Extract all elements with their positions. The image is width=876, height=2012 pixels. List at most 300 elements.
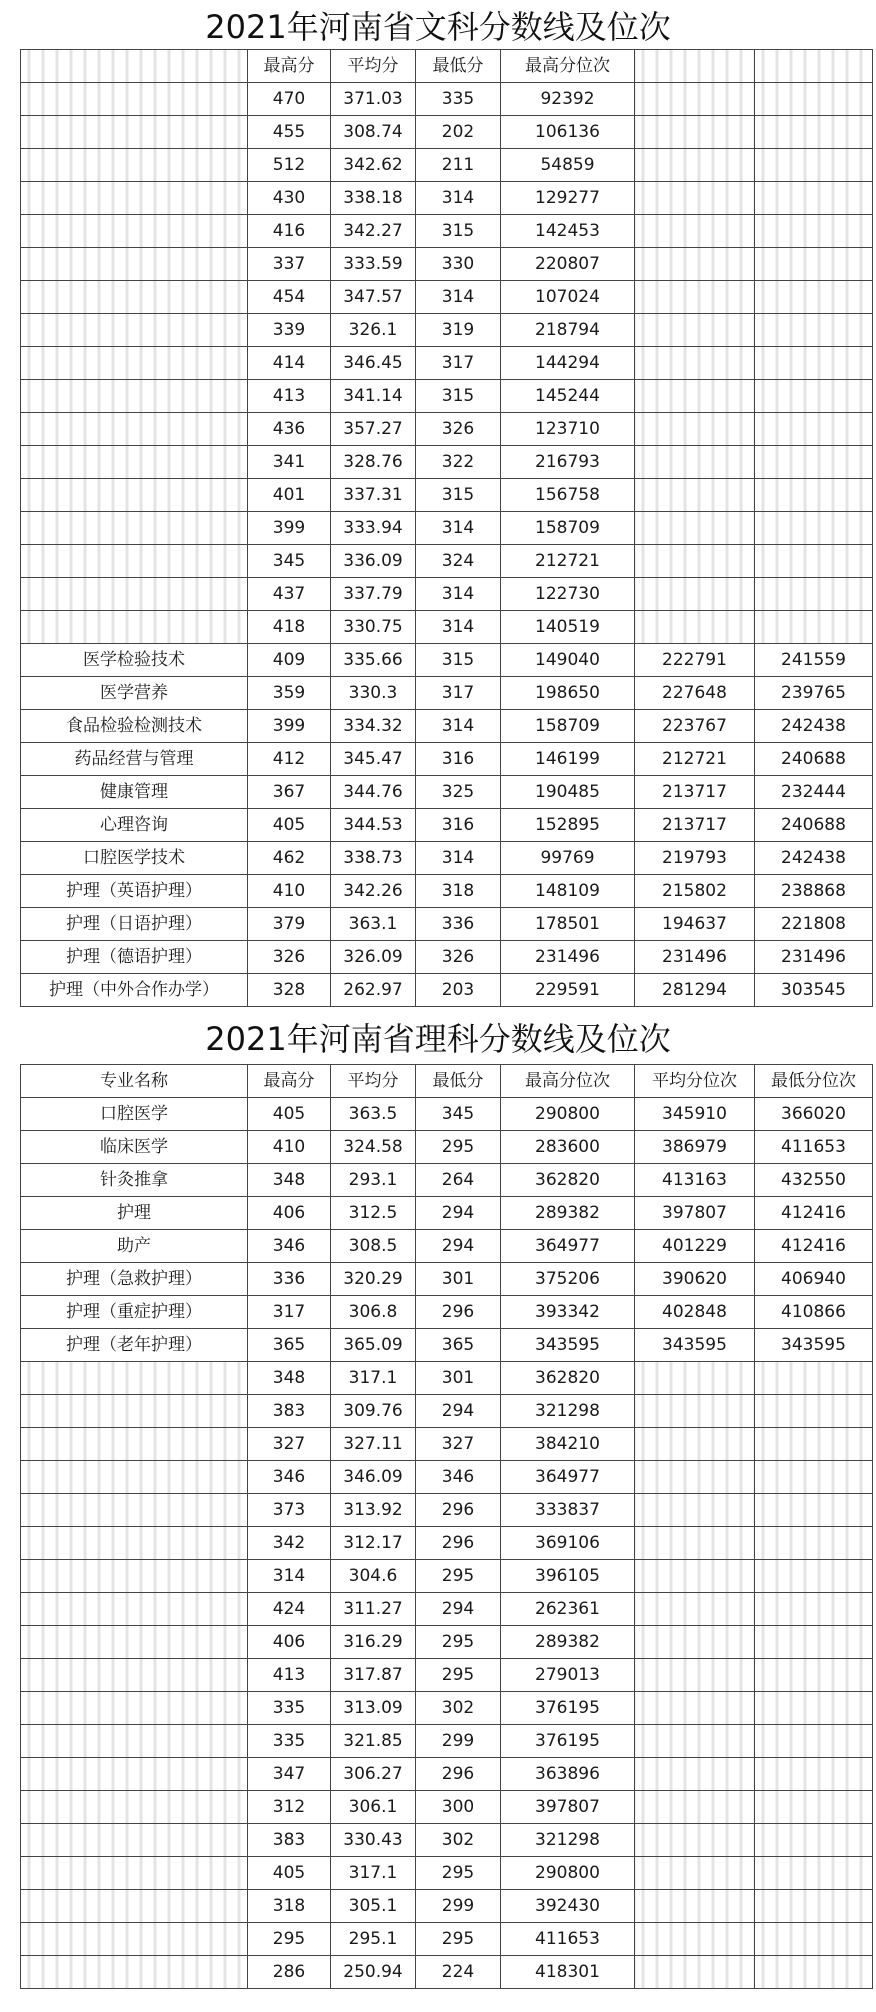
table-row (21, 479, 873, 512)
cell-max-rank: 364977 (501, 1461, 635, 1494)
cell-avg-rank: 397807 (635, 1197, 755, 1230)
cell-min-rank: 410866 (755, 1296, 873, 1329)
table-row (21, 1659, 873, 1692)
cell-major-name (21, 347, 248, 380)
cell-max-rank: 369106 (501, 1527, 635, 1560)
cell-max-score: 345 (248, 545, 331, 578)
cell-max-rank: 283600 (501, 1131, 635, 1164)
cell-avg-score: 342.27 (331, 215, 416, 248)
cell-avg-rank (635, 116, 755, 149)
cell-min-rank (755, 347, 873, 380)
cell-avg-rank (635, 149, 755, 182)
cell-avg-score: 309.76 (331, 1395, 416, 1428)
header-min-rank: 最低分位次 (755, 1065, 873, 1098)
table-row (21, 1956, 873, 1989)
cell-max-rank: 178501 (501, 908, 635, 941)
cell-min-score: 300 (416, 1791, 501, 1824)
table-row (21, 1725, 873, 1758)
cell-avg-rank (635, 1791, 755, 1824)
table-row (21, 1890, 873, 1923)
cell-max-score: 335 (248, 1725, 331, 1758)
cell-max-score: 318 (248, 1890, 331, 1923)
cell-min-rank (755, 1956, 873, 1989)
cell-max-score: 454 (248, 281, 331, 314)
cell-avg-score: 317.87 (331, 1659, 416, 1692)
cell-min-score: 295 (416, 1626, 501, 1659)
cell-major-name (21, 149, 248, 182)
cell-avg-rank: 390620 (635, 1263, 755, 1296)
cell-min-score: 202 (416, 116, 501, 149)
cell-min-rank (755, 1461, 873, 1494)
cell-avg-rank (635, 1527, 755, 1560)
cell-avg-score: 324.58 (331, 1131, 416, 1164)
cell-major-name (21, 1659, 248, 1692)
cell-avg-score: 330.75 (331, 611, 416, 644)
header-major-name: 专业名称 (21, 1065, 248, 1098)
cell-avg-rank (635, 1692, 755, 1725)
cell-max-rank: 229591 (501, 974, 635, 1007)
cell-avg-rank (635, 545, 755, 578)
cell-major-name (21, 83, 248, 116)
cell-max-rank: 107024 (501, 281, 635, 314)
cell-min-score: 316 (416, 809, 501, 842)
table-row (21, 83, 873, 116)
cell-min-rank (755, 611, 873, 644)
cell-major-name (21, 1758, 248, 1791)
cell-min-score: 295 (416, 1560, 501, 1593)
cell-avg-score: 317.1 (331, 1857, 416, 1890)
cell-max-rank: 190485 (501, 776, 635, 809)
cell-major-name (21, 215, 248, 248)
cell-avg-score: 333.94 (331, 512, 416, 545)
cell-max-score: 437 (248, 578, 331, 611)
cell-min-score: 335 (416, 83, 501, 116)
header-min-rank (755, 50, 873, 83)
cell-min-rank (755, 116, 873, 149)
cell-min-score: 302 (416, 1692, 501, 1725)
cell-avg-rank (635, 1857, 755, 1890)
cell-avg-score: 311.27 (331, 1593, 416, 1626)
cell-avg-rank (635, 611, 755, 644)
cell-max-score: 365 (248, 1329, 331, 1362)
cell-min-score: 295 (416, 1131, 501, 1164)
cell-min-score: 318 (416, 875, 501, 908)
table-row (21, 1197, 873, 1230)
cell-min-score: 301 (416, 1362, 501, 1395)
cell-avg-score: 306.1 (331, 1791, 416, 1824)
cell-avg-rank (635, 479, 755, 512)
cell-min-rank (755, 1923, 873, 1956)
cell-min-score: 295 (416, 1857, 501, 1890)
cell-avg-score: 337.31 (331, 479, 416, 512)
cell-min-rank (755, 413, 873, 446)
cell-max-score: 399 (248, 710, 331, 743)
cell-min-score: 317 (416, 347, 501, 380)
header-min-score: 最低分 (416, 50, 501, 83)
table-row (21, 1263, 873, 1296)
table-row (21, 281, 873, 314)
cell-max-score: 405 (248, 809, 331, 842)
cell-min-rank: 232444 (755, 776, 873, 809)
cell-avg-rank (635, 1560, 755, 1593)
cell-min-score: 296 (416, 1494, 501, 1527)
cell-min-rank (755, 248, 873, 281)
cell-max-score: 339 (248, 314, 331, 347)
cell-max-rank: 212721 (501, 545, 635, 578)
header-avg-score: 平均分 (331, 50, 416, 83)
cell-max-rank: 279013 (501, 1659, 635, 1692)
cell-min-score: 317 (416, 677, 501, 710)
cell-avg-rank: 223767 (635, 710, 755, 743)
cell-avg-score: 363.5 (331, 1098, 416, 1131)
cell-max-rank: 376195 (501, 1692, 635, 1725)
cell-avg-rank: 343595 (635, 1329, 755, 1362)
cell-max-rank: 231496 (501, 941, 635, 974)
cell-max-rank: 362820 (501, 1164, 635, 1197)
cell-avg-rank (635, 380, 755, 413)
table-row (21, 1329, 873, 1362)
cell-max-score: 347 (248, 1758, 331, 1791)
cell-avg-score: 336.09 (331, 545, 416, 578)
cell-major-name (21, 1923, 248, 1956)
cell-min-score: 294 (416, 1230, 501, 1263)
cell-min-score: 299 (416, 1725, 501, 1758)
cell-major-name: 口腔医学 (21, 1098, 248, 1131)
cell-major-name (21, 1593, 248, 1626)
cell-major-name (21, 413, 248, 446)
cell-min-rank (755, 182, 873, 215)
cell-max-rank: 149040 (501, 644, 635, 677)
cell-avg-rank: 401229 (635, 1230, 755, 1263)
cell-avg-score: 345.47 (331, 743, 416, 776)
table-row (21, 743, 873, 776)
table-row (21, 644, 873, 677)
cell-min-rank: 343595 (755, 1329, 873, 1362)
cell-min-score: 264 (416, 1164, 501, 1197)
table-row (21, 1395, 873, 1428)
table-row (21, 1131, 873, 1164)
cell-max-rank: 321298 (501, 1395, 635, 1428)
cell-major-name: 护理 (21, 1197, 248, 1230)
table-row (21, 347, 873, 380)
cell-max-rank: 158709 (501, 512, 635, 545)
table-row (21, 413, 873, 446)
cell-min-rank: 221808 (755, 908, 873, 941)
cell-max-score: 359 (248, 677, 331, 710)
cell-avg-score: 321.85 (331, 1725, 416, 1758)
cell-max-rank: 142453 (501, 215, 635, 248)
cell-max-score: 512 (248, 149, 331, 182)
table-row (21, 1791, 873, 1824)
cell-major-name (21, 281, 248, 314)
cell-min-rank (755, 314, 873, 347)
cell-max-score: 312 (248, 1791, 331, 1824)
cell-avg-rank (635, 512, 755, 545)
cell-major-name (21, 1824, 248, 1857)
cell-major-name (21, 1362, 248, 1395)
table-row (21, 1527, 873, 1560)
cell-max-rank: 364977 (501, 1230, 635, 1263)
cell-major-name (21, 248, 248, 281)
cell-max-score: 413 (248, 1659, 331, 1692)
cell-avg-score: 342.26 (331, 875, 416, 908)
cell-max-score: 317 (248, 1296, 331, 1329)
table-row (21, 578, 873, 611)
cell-major-name: 临床医学 (21, 1131, 248, 1164)
cell-major-name (21, 611, 248, 644)
cell-min-rank (755, 215, 873, 248)
cell-max-rank: 375206 (501, 1263, 635, 1296)
cell-major-name (21, 1956, 248, 1989)
cell-max-score: 373 (248, 1494, 331, 1527)
cell-max-rank: 144294 (501, 347, 635, 380)
science-table-title: 2021年河南省理科分数线及位次 (205, 1020, 671, 1058)
cell-major-name: 药品经营与管理 (21, 743, 248, 776)
cell-avg-score: 308.5 (331, 1230, 416, 1263)
cell-max-rank: 156758 (501, 479, 635, 512)
cell-major-name (21, 545, 248, 578)
cell-major-name: 护理（急救护理） (21, 1263, 248, 1296)
cell-avg-score: 306.8 (331, 1296, 416, 1329)
cell-major-name: 护理（中外合作办学） (21, 974, 248, 1007)
cell-avg-score: 293.1 (331, 1164, 416, 1197)
header-avg-rank (635, 50, 755, 83)
cell-avg-rank (635, 281, 755, 314)
cell-min-rank: 411653 (755, 1131, 873, 1164)
cell-major-name: 医学检验技术 (21, 644, 248, 677)
header-row (21, 1065, 873, 1098)
cell-max-score: 410 (248, 875, 331, 908)
cell-min-score: 314 (416, 842, 501, 875)
cell-max-score: 346 (248, 1230, 331, 1263)
cell-avg-rank: 213717 (635, 776, 755, 809)
cell-avg-rank (635, 1395, 755, 1428)
cell-avg-rank (635, 413, 755, 446)
cell-avg-score: 357.27 (331, 413, 416, 446)
cell-min-score: 345 (416, 1098, 501, 1131)
cell-avg-score: 346.45 (331, 347, 416, 380)
cell-avg-rank (635, 215, 755, 248)
cell-min-rank: 303545 (755, 974, 873, 1007)
cell-min-score: 326 (416, 413, 501, 446)
cell-max-score: 410 (248, 1131, 331, 1164)
cell-max-score: 416 (248, 215, 331, 248)
cell-min-score: 326 (416, 941, 501, 974)
cell-avg-score: 334.32 (331, 710, 416, 743)
arts-table-title: 2021年河南省文科分数线及位次 (205, 8, 671, 46)
cell-max-rank: 146199 (501, 743, 635, 776)
cell-avg-score: 333.59 (331, 248, 416, 281)
cell-max-rank: 392430 (501, 1890, 635, 1923)
cell-max-rank: 158709 (501, 710, 635, 743)
arts-score-table (20, 49, 873, 1007)
cell-major-name: 口腔医学技术 (21, 842, 248, 875)
table-row (21, 1758, 873, 1791)
table-row (21, 1296, 873, 1329)
cell-avg-score: 337.79 (331, 578, 416, 611)
cell-avg-rank (635, 1626, 755, 1659)
header-major-name (21, 50, 248, 83)
cell-min-score: 294 (416, 1593, 501, 1626)
cell-min-score: 336 (416, 908, 501, 941)
cell-avg-score: 326.1 (331, 314, 416, 347)
cell-min-score: 315 (416, 479, 501, 512)
cell-min-score: 365 (416, 1329, 501, 1362)
cell-avg-score: 338.18 (331, 182, 416, 215)
cell-major-name (21, 116, 248, 149)
cell-max-rank: 343595 (501, 1329, 635, 1362)
cell-max-score: 367 (248, 776, 331, 809)
table-row (21, 1560, 873, 1593)
cell-major-name (21, 1890, 248, 1923)
table-row (21, 215, 873, 248)
cell-avg-score: 344.53 (331, 809, 416, 842)
cell-min-score: 314 (416, 182, 501, 215)
cell-min-score: 325 (416, 776, 501, 809)
cell-max-score: 328 (248, 974, 331, 1007)
cell-avg-score: 341.14 (331, 380, 416, 413)
cell-major-name (21, 1725, 248, 1758)
cell-max-rank: 148109 (501, 875, 635, 908)
cell-max-rank: 333837 (501, 1494, 635, 1527)
cell-min-rank (755, 1659, 873, 1692)
cell-max-rank: 363896 (501, 1758, 635, 1791)
table-row (21, 545, 873, 578)
cell-min-rank: 406940 (755, 1263, 873, 1296)
cell-max-score: 348 (248, 1362, 331, 1395)
header-max-score: 最高分 (248, 50, 331, 83)
cell-major-name: 护理（重症护理） (21, 1296, 248, 1329)
cell-min-rank (755, 1857, 873, 1890)
cell-max-score: 335 (248, 1692, 331, 1725)
table-row (21, 875, 873, 908)
cell-avg-rank (635, 1428, 755, 1461)
cell-max-rank: 376195 (501, 1725, 635, 1758)
table-row (21, 809, 873, 842)
cell-min-score: 315 (416, 644, 501, 677)
cell-avg-rank (635, 1923, 755, 1956)
cell-avg-score: 371.03 (331, 83, 416, 116)
cell-max-score: 286 (248, 1956, 331, 1989)
cell-avg-score: 304.6 (331, 1560, 416, 1593)
cell-min-rank (755, 1362, 873, 1395)
cell-min-score: 346 (416, 1461, 501, 1494)
cell-avg-rank (635, 347, 755, 380)
cell-avg-rank (635, 1758, 755, 1791)
cell-max-score: 406 (248, 1197, 331, 1230)
table-row (21, 116, 873, 149)
cell-major-name (21, 1857, 248, 1890)
cell-min-rank (755, 1428, 873, 1461)
header-row (21, 50, 873, 83)
cell-avg-rank: 227648 (635, 677, 755, 710)
cell-max-score: 342 (248, 1527, 331, 1560)
cell-avg-score: 335.66 (331, 644, 416, 677)
table-row (21, 908, 873, 941)
table-row (21, 182, 873, 215)
cell-min-score: 327 (416, 1428, 501, 1461)
cell-major-name: 医学营养 (21, 677, 248, 710)
cell-min-rank (755, 1626, 873, 1659)
cell-max-rank: 140519 (501, 611, 635, 644)
cell-min-rank: 239765 (755, 677, 873, 710)
cell-major-name (21, 1527, 248, 1560)
cell-major-name: 护理（英语护理） (21, 875, 248, 908)
cell-avg-rank (635, 1362, 755, 1395)
cell-min-rank (755, 1758, 873, 1791)
cell-min-rank: 366020 (755, 1098, 873, 1131)
cell-avg-rank (635, 1461, 755, 1494)
cell-avg-score: 312.17 (331, 1527, 416, 1560)
cell-major-name: 健康管理 (21, 776, 248, 809)
cell-min-rank: 240688 (755, 743, 873, 776)
cell-min-score: 296 (416, 1296, 501, 1329)
cell-max-rank: 218794 (501, 314, 635, 347)
cell-max-rank: 397807 (501, 1791, 635, 1824)
cell-max-score: 337 (248, 248, 331, 281)
cell-avg-rank: 215802 (635, 875, 755, 908)
cell-avg-rank (635, 1593, 755, 1626)
cell-min-rank (755, 446, 873, 479)
cell-avg-rank: 219793 (635, 842, 755, 875)
cell-major-name (21, 1791, 248, 1824)
cell-min-score: 315 (416, 380, 501, 413)
cell-min-rank (755, 1725, 873, 1758)
cell-max-rank: 418301 (501, 1956, 635, 1989)
cell-min-score: 316 (416, 743, 501, 776)
cell-avg-rank (635, 578, 755, 611)
cell-min-score: 314 (416, 512, 501, 545)
cell-min-rank (755, 83, 873, 116)
cell-major-name (21, 1461, 248, 1494)
cell-min-rank (755, 1560, 873, 1593)
cell-max-rank: 396105 (501, 1560, 635, 1593)
cell-max-score: 348 (248, 1164, 331, 1197)
cell-max-score: 405 (248, 1098, 331, 1131)
cell-avg-score: 365.09 (331, 1329, 416, 1362)
cell-avg-score: 363.1 (331, 908, 416, 941)
cell-avg-rank: 413163 (635, 1164, 755, 1197)
cell-major-name: 针灸推拿 (21, 1164, 248, 1197)
table-row (21, 1461, 873, 1494)
cell-max-score: 405 (248, 1857, 331, 1890)
cell-max-rank: 362820 (501, 1362, 635, 1395)
cell-max-rank: 216793 (501, 446, 635, 479)
cell-max-score: 455 (248, 116, 331, 149)
cell-major-name: 食品检验检测技术 (21, 710, 248, 743)
cell-min-score: 315 (416, 215, 501, 248)
cell-max-score: 436 (248, 413, 331, 446)
cell-major-name (21, 1395, 248, 1428)
cell-avg-score: 316.29 (331, 1626, 416, 1659)
cell-min-rank (755, 1527, 873, 1560)
cell-avg-rank: 231496 (635, 941, 755, 974)
cell-max-rank: 384210 (501, 1428, 635, 1461)
cell-major-name (21, 1494, 248, 1527)
cell-avg-rank (635, 1956, 755, 1989)
cell-major-name (21, 1692, 248, 1725)
cell-max-score: 326 (248, 941, 331, 974)
cell-avg-score: 347.57 (331, 281, 416, 314)
cell-major-name (21, 380, 248, 413)
cell-min-score: 301 (416, 1263, 501, 1296)
cell-major-name (21, 1560, 248, 1593)
cell-min-rank (755, 1692, 873, 1725)
cell-max-rank: 290800 (501, 1857, 635, 1890)
cell-avg-rank (635, 1824, 755, 1857)
cell-min-score: 296 (416, 1527, 501, 1560)
cell-min-rank (755, 1395, 873, 1428)
